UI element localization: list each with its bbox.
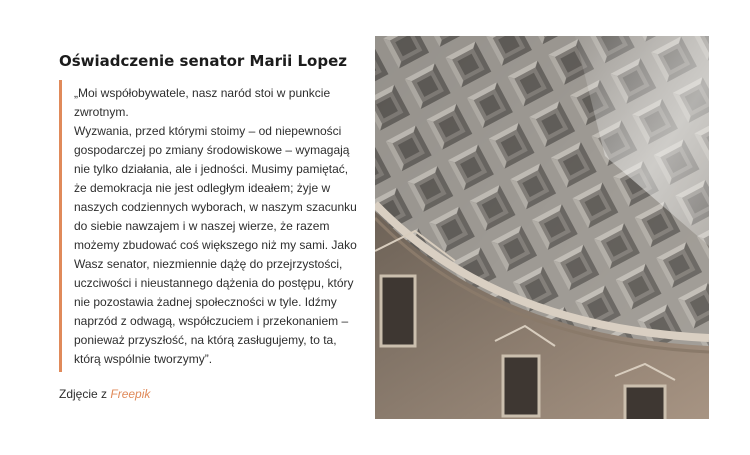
page-title: Oświadczenie senator Marii Lopez [59, 52, 348, 70]
quote-body: Wyzwania, przed którymi stoimy – od niepewności gospodarczej po zmiany środowiskowe – wymagają nie tylko działania, ale i jedności. Musimy pamiętać, że demokracja nie jest odległym ideałem; żyje w naszych codziennych wyborach, w naszym szacunku do siebie nawzajem i w naszej wierze, że razem możemy zbudować coś większego niż my sami. Jako Wasz senator, niezmiennie dążę do przejrzystości, uczciwości i nieustannego dążenia do postępu, który nie pozostawia żadnej społeczności w tyle. Idźmy naprzód z odwagą, współczuciem i przekonaniem – ponieważ przyszłość, na którą zasługujemy, to ta, którą wspólnie tworzymy”. [74, 124, 357, 366]
dome-illustration [375, 36, 709, 419]
photo-credit [59, 386, 150, 402]
quote-intro: „Moi współobywatele, nasz naród stoi w punkcie zwrotnym. [74, 86, 331, 119]
freepik-link[interactable]: Freepik [110, 387, 151, 401]
quote-block [59, 80, 359, 372]
photo-credit-prefix: Zdjęcie z [59, 387, 108, 401]
coffered-dome-photo [375, 36, 709, 419]
